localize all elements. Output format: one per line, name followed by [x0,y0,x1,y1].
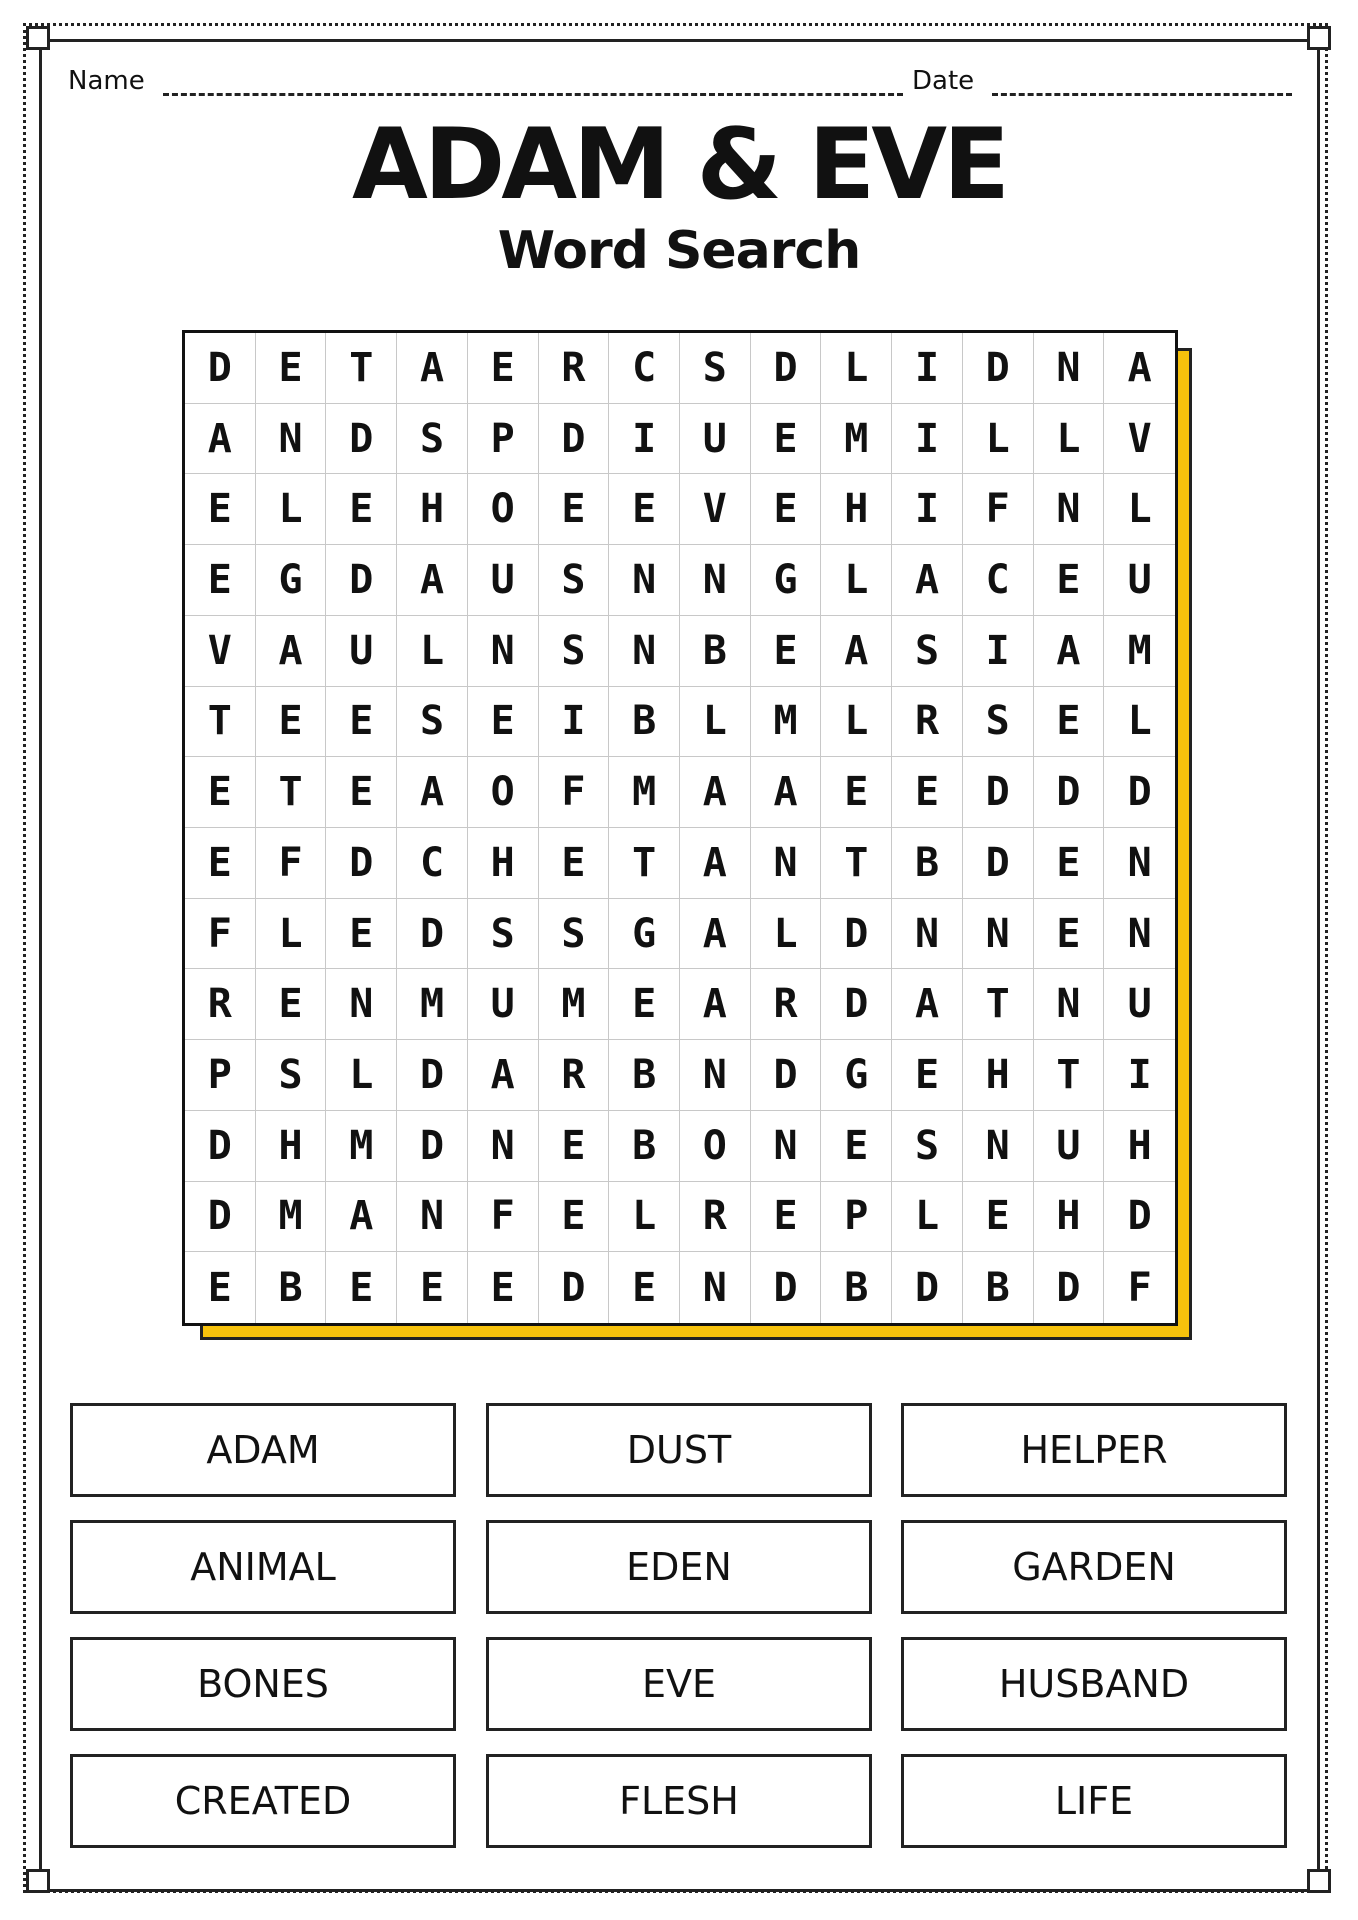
name-row [68,66,903,96]
grid-cell[interactable]: B [821,1252,892,1323]
grid-cell[interactable]: S [256,1040,327,1111]
grid-cell[interactable]: L [1034,404,1105,475]
grid-cell[interactable]: D [326,404,397,475]
grid-cell[interactable]: H [397,474,468,545]
grid-cell[interactable]: A [680,757,751,828]
grid-cell[interactable]: S [892,616,963,687]
grid-cell[interactable]: O [468,474,539,545]
grid-cell[interactable]: E [185,1252,256,1323]
grid-cell[interactable]: F [185,899,256,970]
grid-cell[interactable]: U [1034,1111,1105,1182]
page-title: ADAM & EVE [352,108,1006,222]
grid-cell[interactable]: S [397,687,468,758]
grid-cell[interactable]: U [1104,969,1175,1040]
grid-cell[interactable]: B [609,1040,680,1111]
grid-cell[interactable]: E [751,616,822,687]
grid-cell[interactable]: F [1127,1264,1152,1311]
grid-cell[interactable]: E [185,757,256,828]
grid-cell[interactable]: M [751,687,822,758]
grid-cell[interactable]: D [539,1252,610,1323]
grid-cell[interactable]: I [609,404,680,475]
grid-cell[interactable]: T [1034,1040,1105,1111]
grid-cell[interactable]: M [1104,616,1175,687]
word-box: DUST [486,1403,872,1497]
corner-square-bottom-left [26,1869,50,1893]
grid-cell[interactable]: L [397,616,468,687]
page-subtitle: Word Search [497,221,861,281]
grid-cell[interactable]: A [1034,616,1105,687]
grid-cell[interactable]: S [539,616,610,687]
grid-cell[interactable]: N [963,899,1034,970]
grid-cell[interactable]: D [1104,1182,1175,1253]
grid-cell[interactable]: A [397,757,468,828]
grid-cell[interactable]: N [1034,474,1105,545]
grid-cell[interactable]: L [892,1182,963,1253]
grid-cell[interactable]: E [326,757,397,828]
grid-cell[interactable]: E [821,757,892,828]
grid-cell[interactable]: L [821,333,892,404]
date-label: Date [912,66,975,96]
word-box: EVE [486,1637,872,1731]
grid-cell[interactable]: D [539,404,610,475]
grid-cell[interactable]: H [256,1111,327,1182]
grid-cell[interactable]: A [1104,333,1175,404]
grid-cell[interactable]: U [326,616,397,687]
grid-cell[interactable]: E [609,474,680,545]
grid-cell[interactable]: B [963,1252,1034,1323]
grid-cell[interactable]: E [539,828,610,899]
grid-cell[interactable]: M [539,969,610,1040]
grid-cell[interactable]: C [397,828,468,899]
grid-cell[interactable]: E [468,333,539,404]
grid-cell[interactable]: B [892,828,963,899]
grid-cell[interactable]: S [680,333,751,404]
grid-cell[interactable]: E [539,1111,610,1182]
grid-cell[interactable]: A [468,1040,539,1111]
grid-cell[interactable]: E [963,1182,1034,1253]
grid-cell[interactable]: F [468,1182,539,1253]
grid-cell[interactable]: R [539,333,610,404]
grid-cell[interactable]: E [1034,899,1105,970]
grid-cell[interactable]: D [397,1111,468,1182]
grid-cell[interactable]: D [751,1040,822,1111]
grid-cell[interactable]: N [609,616,680,687]
grid-cell[interactable]: P [468,404,539,475]
grid-cell[interactable]: A [680,969,751,1040]
grid-cell[interactable]: P [185,1040,256,1111]
grid-cell[interactable]: A [256,616,327,687]
grid-cell[interactable]: E [326,1252,397,1323]
grid-cell[interactable]: R [680,1182,751,1253]
corner-square-top-left [26,26,50,50]
grid-cell[interactable]: E [326,474,397,545]
word-box: EDEN [486,1520,872,1614]
grid-cell[interactable]: U [680,404,751,475]
grid-cell[interactable]: T [326,333,397,404]
grid-cell[interactable]: N [680,1252,751,1323]
grid-cell[interactable]: S [539,899,610,970]
grid-cell[interactable]: D [397,1040,468,1111]
grid-cell[interactable]: I [892,404,963,475]
grid-cell[interactable]: E [539,1182,610,1253]
word-box: ANIMAL [70,1520,456,1614]
word-box: GARDEN [901,1520,1287,1614]
grid-cell[interactable]: I [892,333,963,404]
grid-cell[interactable]: A [185,404,256,475]
grid-cell[interactable]: L [256,899,327,970]
date-line[interactable] [992,71,1292,96]
grid-cell[interactable]: V [185,616,256,687]
grid-cell[interactable]: F [539,757,610,828]
grid-cell[interactable]: L [680,687,751,758]
grid-cell[interactable]: E [1034,687,1105,758]
name-line[interactable] [163,71,903,96]
grid-cell[interactable]: E [256,687,327,758]
grid-cell[interactable]: L [326,1040,397,1111]
grid-cell[interactable]: F [963,474,1034,545]
grid-cell[interactable]: D [751,333,822,404]
word-search-grid [182,330,1178,1326]
grid-cell[interactable]: H [963,1040,1034,1111]
grid-cell[interactable]: S [397,404,468,475]
grid-cell[interactable]: D [821,899,892,970]
grid-cell[interactable]: T [609,828,680,899]
grid-cell[interactable]: N [751,1111,822,1182]
grid-cell[interactable]: E [256,333,327,404]
grid-cell[interactable]: N [609,545,680,616]
grid-cell[interactable]: G [821,1040,892,1111]
grid-cell[interactable]: E [397,1252,468,1323]
grid-cell[interactable]: N [963,1111,1034,1182]
grid-cell[interactable]: E [326,687,397,758]
grid-cell[interactable]: N [468,1111,539,1182]
grid-cell[interactable]: E [892,757,963,828]
grid-cell[interactable]: O [468,757,539,828]
grid-cell[interactable]: D [751,1252,822,1323]
grid-cell[interactable]: N [680,545,751,616]
word-box: LIFE [901,1754,1287,1848]
grid-cell[interactable]: E [1034,545,1105,616]
grid-cell[interactable]: D [1034,757,1105,828]
grid-cell[interactable]: N [468,616,539,687]
grid-cell[interactable]: E [256,969,327,1040]
grid-cell[interactable]: S [892,1111,963,1182]
name-label: Name [68,66,145,96]
word-box: HELPER [901,1403,1287,1497]
grid-cell[interactable]: E [751,474,822,545]
grid-cell[interactable]: A [892,545,963,616]
grid-cell[interactable]: C [609,333,680,404]
grid-cell[interactable]: L [1104,474,1175,545]
grid-cell[interactable]: U [468,969,539,1040]
grid-cell[interactable]: M [397,969,468,1040]
grid-cell[interactable]: E [468,1252,539,1323]
grid-cell[interactable]: E [539,474,610,545]
grid-cell[interactable]: D [397,899,468,970]
grid-cell[interactable]: N [1104,899,1175,970]
grid-cell[interactable]: E [185,545,256,616]
grid-cell[interactable]: B [256,1252,327,1323]
grid-cell[interactable]: D [185,1182,256,1253]
grid-cell[interactable]: E [821,1111,892,1182]
grid-cell[interactable]: D [185,333,256,404]
grid-cell[interactable]: L [963,404,1034,475]
grid-cell[interactable]: D [185,1111,256,1182]
grid-cell[interactable]: H [1034,1182,1105,1253]
grid-cell[interactable]: N [1034,969,1105,1040]
grid-cell[interactable]: M [326,1111,397,1182]
grid-cell[interactable]: I [1104,1040,1175,1111]
grid-cell[interactable]: A [821,616,892,687]
grid-cell[interactable]: O [680,1111,751,1182]
grid-cell[interactable]: U [468,545,539,616]
grid-cell[interactable]: A [680,899,751,970]
grid-cell[interactable]: G [751,545,822,616]
grid-cell[interactable]: R [751,969,822,1040]
grid-cell[interactable]: L [821,687,892,758]
grid-cell[interactable]: M [821,404,892,475]
grid-cell[interactable]: V [680,474,751,545]
grid-cell[interactable]: L [751,899,822,970]
grid-cell[interactable]: S [468,899,539,970]
word-box: CREATED [70,1754,456,1848]
grid-cell[interactable]: M [256,1182,327,1253]
grid-cell[interactable]: N [1104,828,1175,899]
grid-cell[interactable]: L [821,545,892,616]
grid-cell[interactable]: T [256,757,327,828]
grid-cell[interactable]: E [326,899,397,970]
corner-square-top-right [1307,26,1331,50]
grid-cell[interactable]: E [751,1182,822,1253]
grid-cell[interactable]: E [185,474,256,545]
grid-cell[interactable]: A [397,333,468,404]
grid-cell[interactable]: L [1104,687,1175,758]
grid-cell[interactable]: D [326,828,397,899]
grid-cell[interactable]: B [609,1111,680,1182]
word-box: FLESH [486,1754,872,1848]
grid-cell[interactable]: S [539,545,610,616]
grid-cell[interactable]: D [326,545,397,616]
grid-cell[interactable]: V [1104,404,1175,475]
grid-cell[interactable]: D [1034,1252,1105,1323]
grid-cell[interactable]: E [609,969,680,1040]
corner-square-bottom-right [1307,1869,1331,1893]
grid-cell[interactable]: L [609,1182,680,1253]
grid-cell[interactable]: A [892,969,963,1040]
grid-cell[interactable]: S [963,687,1034,758]
grid-cell[interactable]: N [892,899,963,970]
grid-cell[interactable]: H [1104,1111,1175,1182]
grid-cell[interactable]: C [963,545,1034,616]
date-row [912,66,1292,96]
grid-cell[interactable]: N [326,969,397,1040]
grid-cell[interactable]: A [326,1182,397,1253]
grid-cell[interactable]: R [185,969,256,1040]
grid-cell[interactable]: E [185,828,256,899]
grid-cell[interactable]: U [1104,545,1175,616]
grid-cell[interactable]: D [963,828,1034,899]
grid-cell[interactable]: B [609,687,680,758]
grid-cell[interactable]: H [468,828,539,899]
grid-cell[interactable]: L [256,474,327,545]
grid-cell[interactable]: M [609,757,680,828]
grid-cell[interactable]: A [680,828,751,899]
grid-cell[interactable]: D [1104,757,1175,828]
grid-cell[interactable]: G [609,899,680,970]
grid-cell[interactable]: R [539,1040,610,1111]
grid-cell[interactable]: H [821,474,892,545]
grid-cell[interactable]: N [1034,333,1105,404]
grid-cell[interactable]: A [397,545,468,616]
grid-cell[interactable]: I [963,616,1034,687]
grid-cell[interactable]: N [256,404,327,475]
grid-cell[interactable]: T [185,687,256,758]
grid-cell[interactable]: E [751,404,822,475]
grid-cell[interactable]: D [821,969,892,1040]
grid-cell[interactable]: D [963,757,1034,828]
grid-cell[interactable]: E [1034,828,1105,899]
grid-cell[interactable]: E [468,687,539,758]
grid-cell[interactable]: A [751,757,822,828]
grid-cell[interactable]: N [680,1040,751,1111]
grid-cell[interactable]: D [892,1252,963,1323]
grid-cell[interactable]: D [963,333,1034,404]
grid-cell[interactable]: F [256,828,327,899]
grid-cell[interactable]: G [256,545,327,616]
grid-cell[interactable]: I [539,687,610,758]
grid-cell[interactable]: E [892,1040,963,1111]
word-box: ADAM [70,1403,456,1497]
grid-cell[interactable]: B [680,616,751,687]
word-box: BONES [70,1637,456,1731]
word-box: HUSBAND [901,1637,1287,1731]
grid-cell[interactable]: R [892,687,963,758]
grid-cell[interactable]: P [821,1182,892,1253]
grid-cell[interactable]: T [963,969,1034,1040]
grid-cell[interactable]: E [609,1252,680,1323]
grid-cell[interactable]: N [751,828,822,899]
grid-cell[interactable]: N [397,1182,468,1253]
grid-cell[interactable]: T [821,828,892,899]
grid-cell[interactable]: I [892,474,963,545]
